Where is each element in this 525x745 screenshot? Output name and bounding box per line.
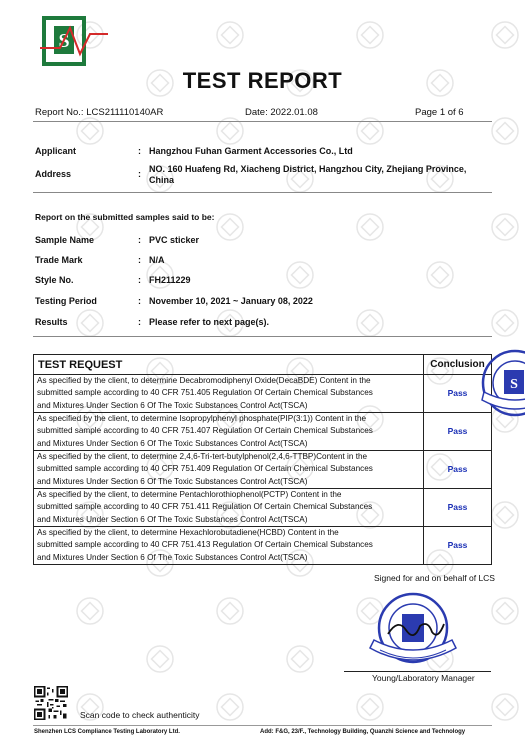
- request-cell: [34, 375, 424, 413]
- footer-address: Add: F&G, 23/F., Technology Building, Quanzhi Science and Technology: [260, 729, 466, 735]
- watermark-logo: [425, 260, 455, 290]
- header-test-request: TEST REQUEST: [34, 355, 424, 375]
- applicant-label: Applicant: [35, 146, 77, 156]
- request-line: and Mixtures Under Section 6 Of The Toxic Substances Control Act(TSCA): [37, 476, 308, 486]
- conclusion-cell: Pass: [424, 489, 492, 527]
- style-no-value: FH211229: [149, 275, 191, 285]
- table-row: [34, 489, 492, 527]
- page-number: Page 1 of 6: [415, 107, 464, 118]
- watermark-logo: [75, 308, 105, 338]
- request-line: submitted sample according to 40 CFR 751.411 Regulation Of Certain Chemical Substances: [37, 502, 373, 512]
- colon: :: [138, 169, 141, 179]
- request-cell: [34, 413, 424, 451]
- watermark-logo: [285, 260, 315, 290]
- table-row: [34, 413, 492, 451]
- watermark-logo: [490, 692, 520, 722]
- divider: [33, 192, 492, 193]
- applicant-value: Hangzhou Fuhan Garment Accessories Co., Ltd: [149, 146, 353, 156]
- svg-text:S: S: [58, 30, 70, 52]
- request-line: As specified by the client, to determine Hexachlorobutadiene(HCBD) Content in the: [37, 528, 339, 537]
- page-title: TEST REPORT: [182, 68, 343, 93]
- divider: [33, 336, 492, 337]
- colon: :: [138, 235, 141, 245]
- request-line: submitted sample according to 40 CFR 751.413 Regulation Of Certain Chemical Substances: [37, 540, 373, 550]
- trade-mark-label: Trade Mark: [35, 255, 83, 265]
- watermark-logo: [355, 308, 385, 338]
- table-header-row: [34, 355, 492, 375]
- report-number: Report No.: LCS211110140AR: [35, 107, 164, 118]
- testing-period-value: November 10, 2021 ~ January 08, 2022: [149, 296, 313, 306]
- sample-name-label: Sample Name: [35, 235, 95, 245]
- conclusion-cell: Pass: [424, 451, 492, 489]
- request-line: As specified by the client, to determine Isopropylphenyl phosphate(PIP(3:1)) Content in the: [37, 414, 367, 423]
- scan-instruction: Scan code to check authenticity: [80, 710, 200, 720]
- sample-name-value: PVC sticker: [149, 235, 200, 245]
- watermark-logo: [215, 692, 245, 722]
- request-line: As specified by the client, to determine Pentachlorothiophenol(PCTP) Content in the: [37, 490, 342, 499]
- test-request-table: [33, 354, 492, 565]
- watermark-logo: [215, 20, 245, 50]
- request-line: As specified by the client, to determine 2,4,6-Tri-tert-butylphenol(2,4,6-TTBP)Content in the: [37, 452, 368, 461]
- footer-company: Shenzhen LCS Compliance Testing Laboratory Ltd.: [34, 729, 180, 735]
- style-no-label: Style No.: [35, 275, 74, 285]
- conclusion-cell: Pass: [424, 527, 492, 565]
- trade-mark-value: N/A: [149, 255, 165, 265]
- address-line-2: China: [149, 175, 175, 185]
- request-line: and Mixtures Under Section 6 Of The Toxic Substances Control Act(TSCA): [37, 552, 308, 562]
- watermark-logo: [490, 500, 520, 530]
- watermark-logo: [490, 20, 520, 50]
- qr-code[interactable]: [34, 686, 68, 720]
- table-row: [34, 527, 492, 565]
- footer-divider: [33, 725, 492, 726]
- colon: :: [138, 275, 141, 285]
- samples-intro: Report on the submitted samples said to be:: [35, 212, 215, 222]
- results-label: Results: [35, 317, 68, 327]
- laboratory-approved-stamp: [358, 590, 468, 670]
- address-value: [149, 164, 466, 186]
- signature-line: [344, 671, 491, 672]
- watermark-logo: [490, 212, 520, 242]
- request-cell: [34, 451, 424, 489]
- request-line: and Mixtures Under Section 6 Of The Toxic Substances Control Act(TSCA): [37, 400, 308, 410]
- request-line: As specified by the client, to determine Decabromodiphenyl Oxide(DecaBDE) Content in the: [37, 376, 371, 385]
- watermark-logo: [355, 212, 385, 242]
- divider: [33, 121, 492, 122]
- request-cell: [34, 489, 424, 527]
- watermark-logo: [355, 692, 385, 722]
- request-line: submitted sample according to 40 CFR 751.407 Regulation Of Certain Chemical Substances: [37, 426, 373, 436]
- watermark-logo: [145, 644, 175, 674]
- header-conclusion: Conclusion: [424, 355, 492, 375]
- report-date: Date: 2022.01.08: [245, 107, 318, 118]
- conclusion-cell: Pass: [424, 375, 492, 413]
- address-line-1: NO. 160 Huafeng Rd, Xiacheng District, Hangzhou City, Zhejiang Province,: [149, 164, 467, 174]
- colon: :: [138, 296, 141, 306]
- request-line: submitted sample according to 40 CFR 751.405 Regulation Of Certain Chemical Substances: [37, 388, 373, 398]
- watermark-logo: [215, 212, 245, 242]
- signed-on-behalf: Signed for and on behalf of LCS: [374, 573, 495, 583]
- watermark-logo: [490, 596, 520, 626]
- lcs-logo: [40, 14, 110, 70]
- svg-text:S: S: [510, 377, 518, 392]
- request-line: and Mixtures Under Section 6 Of The Toxic Substances Control Act(TSCA): [37, 514, 308, 524]
- watermark-logo: [75, 596, 105, 626]
- testing-period-label: Testing Period: [35, 296, 97, 306]
- watermark-logo: [355, 20, 385, 50]
- approved-stamp-partial: [480, 348, 525, 418]
- address-label: Address: [35, 169, 72, 179]
- table-row: [34, 375, 492, 413]
- colon: :: [138, 146, 141, 156]
- table-row: [34, 451, 492, 489]
- colon: :: [138, 255, 141, 265]
- request-line: submitted sample according to 40 CFR 751.409 Regulation Of Certain Chemical Substances: [37, 464, 373, 474]
- watermark-logo: [490, 116, 520, 146]
- watermark-logo: [215, 596, 245, 626]
- request-cell: [34, 527, 424, 565]
- request-line: and Mixtures Under Section 6 Of The Toxic Substances Control Act(TSCA): [37, 438, 308, 448]
- results-value: Please refer to next page(s).: [149, 317, 270, 327]
- watermark-logo: [285, 644, 315, 674]
- watermark-logo: [490, 308, 520, 338]
- signer-title: Young/Laboratory Manager: [372, 673, 475, 683]
- colon: :: [138, 317, 141, 327]
- conclusion-cell: Pass: [424, 413, 492, 451]
